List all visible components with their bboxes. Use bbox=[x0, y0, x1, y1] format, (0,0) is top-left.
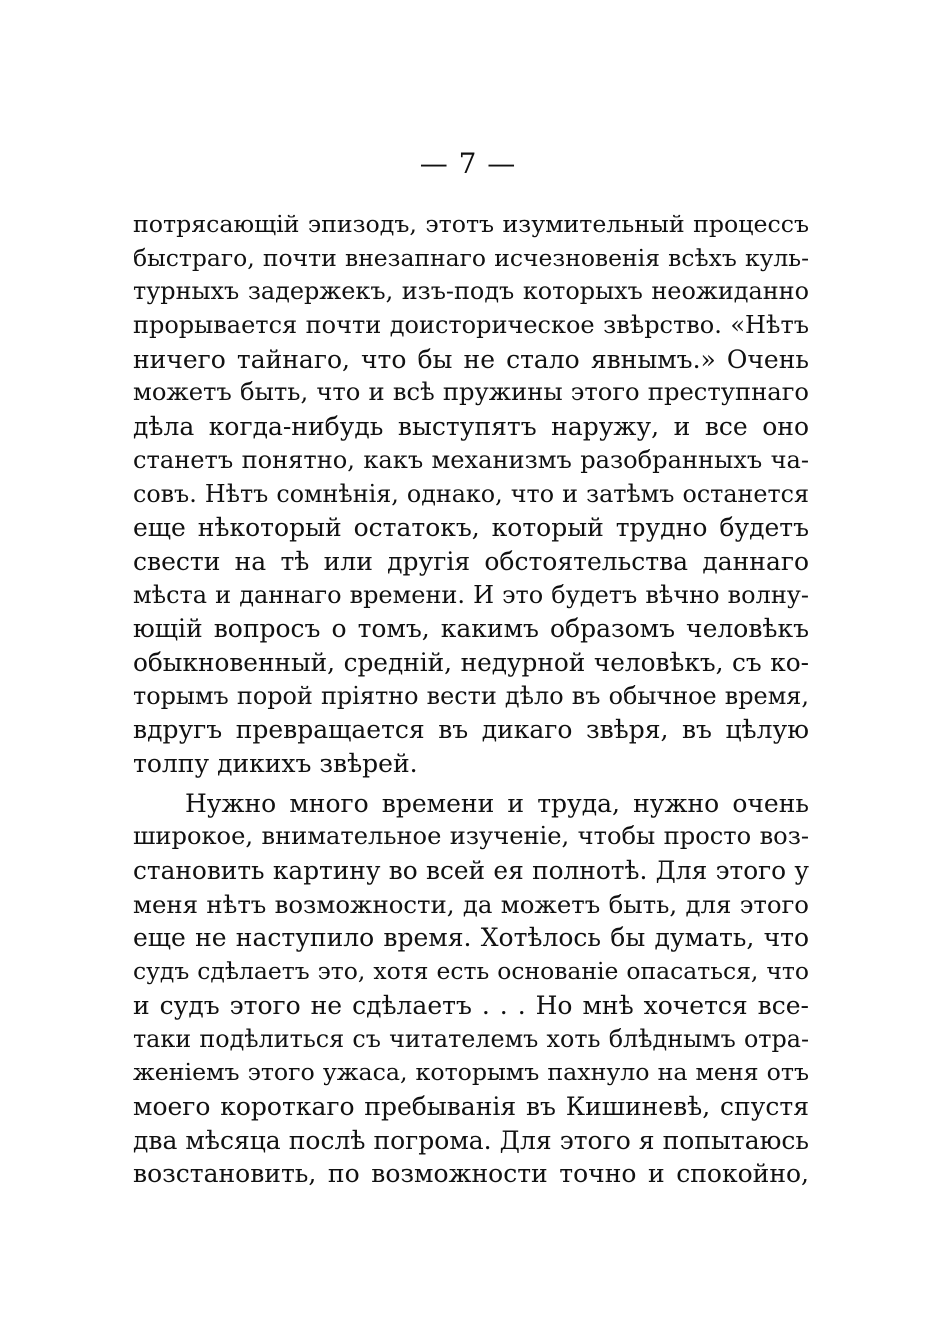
paragraph-1 bbox=[133, 208, 809, 781]
page-number: — 7 — bbox=[419, 147, 517, 180]
text-line: торымъ порой пріятно вести дѣло въ обычное время, bbox=[133, 681, 809, 710]
text-line: дѣла когда-нибудь выступятъ наружу, и все оно bbox=[133, 412, 809, 442]
text-line: Нужно много времени и труда, нужно очень bbox=[185, 788, 809, 818]
text-line: толпу дикихъ звѣрей. bbox=[133, 749, 418, 778]
text-line: турныхъ задержекъ, изъ-подъ которыхъ неожиданно bbox=[133, 277, 809, 306]
text-line: женіемъ этого ужаса, которымъ пахнуло на меня отъ bbox=[133, 1058, 809, 1087]
text-line: судъ сдѣлаетъ это, хотя есть основаніе опасаться, что bbox=[133, 957, 809, 986]
body-text bbox=[133, 208, 809, 1191]
text-line: еще не наступило время. Хотѣлось бы думать, что bbox=[133, 923, 809, 953]
text-line: прорывается почти доисторическое звѣрство. «Нѣтъ bbox=[133, 311, 809, 340]
paragraph-2 bbox=[133, 787, 809, 1191]
text-line: совъ. Нѣтъ сомнѣнія, однако, что и затѣмъ останется bbox=[133, 479, 809, 508]
text-line: таки подѣлиться съ читателемъ хоть блѣднымъ отра- bbox=[133, 1024, 809, 1053]
text-line: обыкновенный, средній, недурной человѣкъ, съ ко- bbox=[133, 647, 809, 677]
text-line: широкое, внимательное изученіе, чтобы просто воз- bbox=[133, 822, 809, 851]
text-line: можетъ быть, что и всѣ пружины этого преступнаго bbox=[133, 378, 809, 407]
text-line: моего короткаго пребыванія въ Кишиневѣ, спустя bbox=[133, 1091, 809, 1121]
text-line: мѣста и даннаго времени. И это будетъ вѣчно волну- bbox=[133, 580, 809, 609]
text-line: становить картину во всей ея полнотѣ. Для этого у bbox=[133, 856, 809, 886]
text-line: еще нѣкоторый остатокъ, который трудно будетъ bbox=[133, 513, 809, 543]
text-line: свести на тѣ или другія обстоятельства даннаго bbox=[133, 546, 809, 576]
text-line: ничего тайнаго, что бы не стало явнымъ.» Очень bbox=[133, 344, 809, 374]
text-line: станетъ понятно, какъ механизмъ разобранныхъ ча- bbox=[133, 445, 809, 474]
text-line: ющій вопросъ о томъ, какимъ образомъ человѣкъ bbox=[133, 614, 809, 644]
text-line: потрясающій эпизодъ, этотъ изумительный процессъ bbox=[133, 210, 809, 238]
text-line: и судъ этого не сдѣлаетъ . . . Но мнѣ хочется все- bbox=[133, 990, 809, 1020]
text-line: меня нѣтъ возможности, да можетъ быть, для этого bbox=[133, 889, 809, 919]
text-line: вдругъ превращается въ дикаго звѣря, въ цѣлую bbox=[133, 715, 809, 745]
text-line: возстановить, по возможности точно и спокойно, bbox=[133, 1159, 809, 1189]
text-line: быстраго, почти внезапнаго исчезновенія всѣхъ куль- bbox=[133, 243, 809, 272]
text-line: два мѣсяца послѣ погрома. Для этого я попытаюсь bbox=[133, 1125, 809, 1155]
